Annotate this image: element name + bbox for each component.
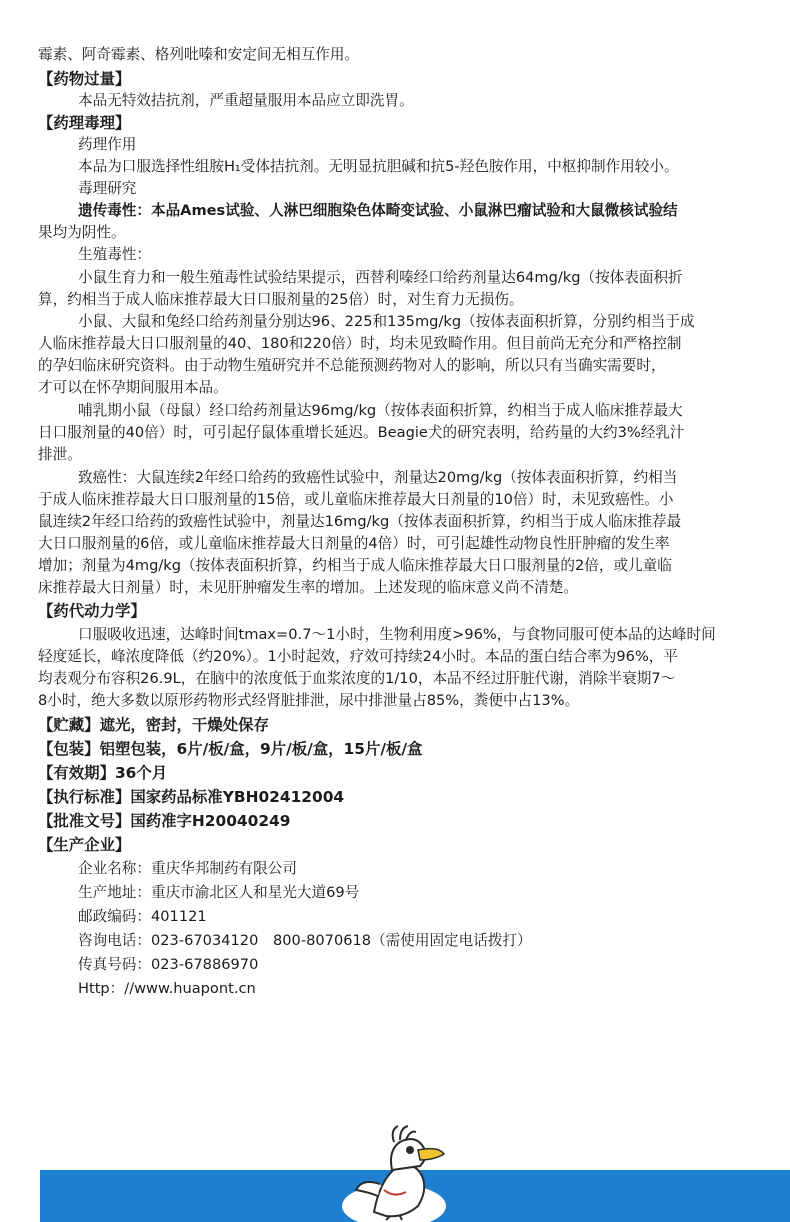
text-line: 本品无特效拮抗剂，严重超量服用本品应立即洗胃。 (78, 92, 414, 109)
text-line: 才可以在怀孕期间服用本品。 (38, 379, 228, 396)
text-line: 口服吸收迅速，达峰时间tmax=0.7～1小时，生物利用度>96%，与食物同服可使本品的达峰时间 (78, 626, 716, 643)
section-expiry: 【有效期】36个月 (38, 764, 168, 782)
section-storage: 【贮藏】遮光，密封，干燥处保存 (38, 716, 269, 734)
section-heading-overdose: 【药物过量】 (38, 70, 131, 88)
website-link[interactable]: Http：//www.huapont.cn (78, 980, 256, 997)
text-line: 鼠连续2年经口给药的致癌性试验中，剂量达16mg/kg（按体表面积折算，约相当于成人临床推荐最 (38, 513, 682, 530)
text-line: 算，约相当于成人临床推荐最大日口服剂量的25倍）时，对生育力无损伤。 (38, 291, 524, 308)
text-line: 排泄。 (38, 446, 82, 463)
text-line: 的孕妇临床研究资料。由于动物生殖研究并不总能预测药物对人的影响，所以只有当确实需要时， (38, 357, 666, 374)
section-heading-pharmacokinetics: 【药代动力学】 (38, 602, 146, 620)
text-line: 遗传毒性：本品Ames试验、人淋巴细胞染色体畸变试验、小鼠淋巴瘤试验和大鼠微核试验结 (78, 202, 678, 219)
text-line: 致癌性：大鼠连续2年经口给药的致癌性试验中，剂量达20mg/kg（按体表面积折算，约相当 (78, 469, 678, 486)
section-standard: 【执行标准】国家药品标准YBH02412004 (38, 788, 345, 806)
subheading-pharmacology: 药理作用 (78, 136, 137, 153)
subheading-toxicology: 毒理研究 (78, 180, 137, 197)
bird-mascot-icon (334, 1120, 454, 1222)
text-line: 床推荐最大日剂量）时，未见肝肿瘤发生率的增加。上述发现的临床意义尚不清楚。 (38, 579, 578, 596)
text-line: 轻度延长，峰浓度降低（约20%）。1小时起效，疗效可持续24小时。本品的蛋白结合率为96%，平 (38, 648, 678, 665)
postal-code: 邮政编码：401121 (78, 908, 207, 925)
text-line: 人临床推荐最大日口服剂量的40、180和220倍）时，均未见致畸作用。但目前尚无充分和严格控制 (38, 335, 682, 352)
company-name: 企业名称：重庆华邦制药有限公司 (78, 860, 297, 877)
text-line: 哺乳期小鼠（母鼠）经口给药剂量达96mg/kg（按体表面积折算，约相当于成人临床推荐最大 (78, 402, 683, 419)
text-line: 8小时，绝大多数以原形药物形式经肾脏排泄，尿中排泄量占85%，粪便中占13%。 (38, 692, 580, 709)
text-line: 小鼠生育力和一般生殖毒性试验结果提示，西替利嗪经口给药剂量达64mg/kg（按体表面积折 (78, 269, 683, 286)
section-packaging: 【包装】铝塑包装，6片/板/盒，9片/板/盒，15片/板/盒 (38, 740, 423, 758)
section-approval-number: 【批准文号】国药准字H20040249 (38, 812, 291, 830)
text-line: 大日口服剂量的6倍，或儿童临床推荐最大日剂量的4倍）时，可引起雄性动物良性肝肿瘤的发生率 (38, 535, 670, 552)
subheading-reproductive-toxicity: 生殖毒性： (78, 246, 151, 263)
text-line: 小鼠、大鼠和兔经口给药剂量分别达96、225和135mg/kg（按体表面积折算，分别约相当于成 (78, 313, 695, 330)
fax-number: 传真号码：023-67886970 (78, 956, 259, 973)
phone-number: 咨询电话：023-67034120 800-8070618（需使用固定电话拨打） (78, 932, 532, 949)
section-heading-pharmacology-toxicology: 【药理毒理】 (38, 114, 131, 132)
company-address: 生产地址：重庆市渝北区人和星光大道69号 (78, 884, 360, 901)
text-line: 均表观分布容积26.9L，在脑中的浓度低于血浆浓度的1/10，本品不经过肝脏代谢，消除半衰期7～ (38, 670, 676, 687)
text-line: 增加；剂量为4mg/kg（按体表面积折算，约相当于成人临床推荐最大日口服剂量的2倍，或儿童临 (38, 557, 672, 574)
text-line: 日口服剂量的40倍）时，可引起仔鼠体重增长延迟。Beagie犬的研究表明，给药量的大约3%经乳汁 (38, 424, 685, 441)
section-manufacturer: 【生产企业】 (38, 836, 131, 854)
text-line: 霉素、阿奇霉素、格列吡嗪和安定间无相互作用。 (38, 46, 360, 63)
text-line: 本品为口服选择性组胺H₁受体拮抗剂。无明显抗胆碱和抗5-羟色胺作用，中枢抑制作用较小。 (78, 158, 679, 175)
text-line: 果均为阴性。 (38, 224, 126, 241)
text-line: 于成人临床推荐最大日口服剂量的15倍，或儿童临床推荐最大日剂量的10倍）时，未见致癌性。小 (38, 491, 674, 508)
